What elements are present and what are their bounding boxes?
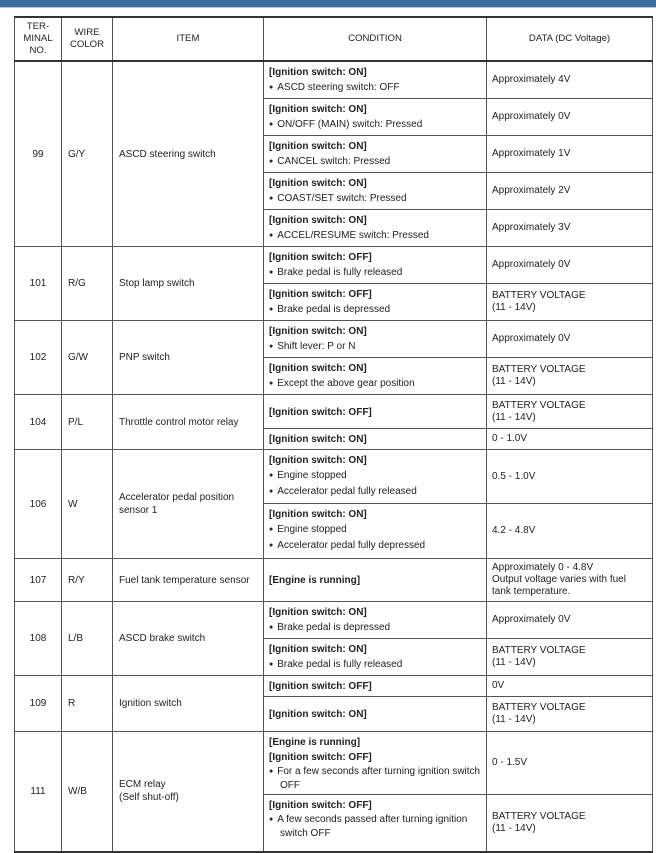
table-header-row xyxy=(15,17,653,61)
condition-cell xyxy=(264,321,487,358)
condition-bullet: ● Engine stopped xyxy=(269,468,482,484)
terminal-number: 99 xyxy=(15,61,62,247)
data-value-cell xyxy=(487,210,653,247)
data-value: 0 - 1.0V xyxy=(492,433,528,444)
condition-bullet: ● Except the above gear position xyxy=(269,376,482,392)
condition-cell xyxy=(264,61,487,99)
data-value-cell xyxy=(487,395,653,429)
table-row xyxy=(15,602,653,639)
condition-header: [Ignition switch: ON] xyxy=(269,644,367,655)
condition-bullet: ● CANCEL switch: Pressed xyxy=(269,154,482,170)
data-value: 0 - 1.5V xyxy=(492,757,528,768)
data-value-cell xyxy=(487,136,653,173)
data-value: 0V xyxy=(492,680,505,691)
data-value: BATTERY VOLTAGE xyxy=(492,290,586,301)
condition-cell xyxy=(264,639,487,676)
condition-header: [Ignition switch: ON] xyxy=(269,141,367,152)
data-value: Approximately 2V xyxy=(492,185,571,196)
item-name: ECM relay (Self shut-off) xyxy=(113,732,264,852)
condition-bullet: ● For a few seconds after turning ignition switch OFF xyxy=(269,765,482,792)
wire-color: L/B xyxy=(62,602,113,676)
data-value-cell xyxy=(487,284,653,321)
table-row xyxy=(15,450,653,504)
wire-color: G/Y xyxy=(62,61,113,247)
data-value-cell xyxy=(487,795,653,852)
data-value: (11 - 14V) xyxy=(492,822,536,834)
condition-header: [Ignition switch: ON] xyxy=(269,326,367,337)
header-terminal-no: TER- MINAL NO. xyxy=(15,17,62,61)
item-name: ASCD brake switch xyxy=(113,602,264,676)
item-name: ASCD steering switch xyxy=(113,61,264,247)
condition-cell xyxy=(264,504,487,559)
wire-color: P/L xyxy=(62,395,113,450)
data-value: BATTERY VOLTAGE xyxy=(492,645,586,656)
data-value-cell xyxy=(487,99,653,136)
condition-header: [Ignition switch: ON] xyxy=(269,607,367,618)
condition-cell xyxy=(264,395,487,429)
terminal-number: 111 xyxy=(15,732,62,852)
table-row xyxy=(15,559,653,602)
terminal-number: 108 xyxy=(15,602,62,676)
wire-color: R xyxy=(62,676,113,732)
data-value-cell xyxy=(487,676,653,697)
condition-header: [Ignition switch: OFF] xyxy=(269,681,372,692)
condition-cell xyxy=(264,284,487,321)
data-value: (11 - 14V) xyxy=(492,376,536,387)
condition-bullet: ● ACCEL/RESUME switch: Pressed xyxy=(269,228,482,244)
condition-cell xyxy=(264,697,487,732)
data-value: (11 - 14V) xyxy=(492,657,536,668)
item-name: Accelerator pedal position sensor 1 xyxy=(113,450,264,559)
header-data: DATA (DC Voltage) xyxy=(487,17,653,61)
data-value-cell xyxy=(487,247,653,284)
condition-header: [Ignition switch: OFF] xyxy=(269,289,372,300)
data-value-cell xyxy=(487,559,653,602)
data-value-cell xyxy=(487,173,653,210)
top-banner xyxy=(0,0,656,7)
item-name: PNP switch xyxy=(113,321,264,395)
condition-bullet: ● A few seconds passed after turning ignition switch OFF xyxy=(269,813,482,840)
condition-bullet: ● Brake pedal is depressed xyxy=(269,620,482,636)
data-value-cell xyxy=(487,504,653,559)
terminal-number: 101 xyxy=(15,247,62,321)
condition-header: [Ignition switch: ON] xyxy=(269,104,367,115)
condition-cell xyxy=(264,99,487,136)
condition-header: [Engine is running] [Ignition switch: OFF] xyxy=(269,737,372,763)
header-item: ITEM xyxy=(113,17,264,61)
table-body xyxy=(15,61,653,852)
wire-color: R/G xyxy=(62,247,113,321)
data-value-cell xyxy=(487,732,653,795)
terminal-number: 109 xyxy=(15,676,62,732)
condition-cell xyxy=(264,795,487,852)
item-name: Throttle control motor relay xyxy=(113,395,264,450)
condition-cell xyxy=(264,450,487,504)
header-condition: CONDITION xyxy=(264,17,487,61)
condition-cell xyxy=(264,358,487,395)
condition-header: [Engine is running] xyxy=(269,575,361,586)
condition-cell xyxy=(264,676,487,697)
table-row xyxy=(15,395,653,429)
data-value: Approximately 0V xyxy=(492,614,571,625)
data-value-cell xyxy=(487,602,653,639)
condition-cell xyxy=(264,136,487,173)
condition-header: [Ignition switch: ON] xyxy=(269,709,367,720)
condition-bullet: ● Brake pedal is depressed xyxy=(269,302,482,318)
data-value: BATTERY VOLTAGE xyxy=(492,702,586,713)
condition-bullet: ● ON/OFF (MAIN) switch: Pressed xyxy=(269,117,482,133)
data-value: (11 - 14V) xyxy=(492,714,536,725)
condition-header: [Ignition switch: ON] xyxy=(269,509,367,520)
table-row xyxy=(15,321,653,358)
item-name: Stop lamp switch xyxy=(113,247,264,321)
condition-header: [Ignition switch: OFF] xyxy=(269,406,372,418)
data-value-cell xyxy=(487,358,653,395)
condition-cell xyxy=(264,559,487,602)
data-value: Approximately 3V xyxy=(492,222,571,233)
item-name: Fuel tank temperature sensor xyxy=(113,559,264,602)
data-value: BATTERY VOLTAGE xyxy=(492,810,586,822)
data-value: (11 - 14V) xyxy=(492,411,536,423)
data-value: BATTERY VOLTAGE xyxy=(492,364,586,375)
data-value: Approximately 0 - 4.8V xyxy=(492,562,594,573)
condition-cell xyxy=(264,173,487,210)
condition-cell xyxy=(264,210,487,247)
condition-bullet: ● COAST/SET switch: Pressed xyxy=(269,191,482,207)
wire-color: G/W xyxy=(62,321,113,395)
wire-color: R/Y xyxy=(62,559,113,602)
condition-header: [Ignition switch: ON] xyxy=(269,215,367,226)
condition-bullet: ● Accelerator pedal fully released xyxy=(269,484,482,500)
terminal-number: 106 xyxy=(15,450,62,559)
header-wire-color: WIRE COLOR xyxy=(62,17,113,61)
condition-header: [Ignition switch: ON] xyxy=(269,434,367,445)
terminal-number: 107 xyxy=(15,559,62,602)
data-value: 4.2 - 4.8V xyxy=(492,525,536,536)
wire-color: W xyxy=(62,450,113,559)
condition-bullet: ● Brake pedal is fully released xyxy=(269,265,482,281)
wire-color: W/B xyxy=(62,732,113,852)
condition-cell xyxy=(264,732,487,795)
data-value: Approximately 0V xyxy=(492,333,571,344)
condition-bullet: ● Shift lever: P or N xyxy=(269,339,482,355)
condition-header: [Ignition switch: OFF] xyxy=(269,252,372,263)
terminal-number: 104 xyxy=(15,395,62,450)
condition-header: [Ignition switch: OFF] xyxy=(269,800,372,811)
condition-bullet: ● Engine stopped xyxy=(269,522,482,538)
table-row xyxy=(15,676,653,697)
terminal-number: 102 xyxy=(15,321,62,395)
data-value-cell xyxy=(487,450,653,504)
condition-header: [Ignition switch: ON] xyxy=(269,178,367,189)
data-value: Approximately 0V xyxy=(492,259,571,270)
table-row xyxy=(15,247,653,284)
data-value-cell xyxy=(487,321,653,358)
condition-cell xyxy=(264,247,487,284)
condition-header: [Ignition switch: ON] xyxy=(269,67,367,78)
condition-bullet: ● Brake pedal is fully released xyxy=(269,657,482,673)
condition-bullet: ● Accelerator pedal fully depressed xyxy=(269,538,482,554)
data-value-cell xyxy=(487,61,653,99)
item-name: Ignition switch xyxy=(113,676,264,732)
ecm-terminal-table xyxy=(14,16,653,853)
top-banner-line xyxy=(0,7,656,8)
table-row xyxy=(15,732,653,795)
data-value: Output voltage varies with fuel tank temperature. xyxy=(492,574,626,597)
data-value: Approximately 1V xyxy=(492,148,571,159)
table-row xyxy=(15,61,653,99)
data-value-cell xyxy=(487,697,653,732)
data-value: Approximately 4V xyxy=(492,74,571,85)
data-value: (11 - 14V) xyxy=(492,302,536,313)
data-value: 0.5 - 1.0V xyxy=(492,470,536,482)
data-value: Approximately 0V xyxy=(492,111,571,122)
data-value-cell xyxy=(487,639,653,676)
condition-cell xyxy=(264,429,487,450)
condition-cell xyxy=(264,602,487,639)
condition-header: [Ignition switch: ON] xyxy=(269,363,367,374)
condition-bullet: ● ASCD steering switch: OFF xyxy=(269,80,482,96)
data-value: BATTERY VOLTAGE xyxy=(492,399,586,411)
condition-header: [Ignition switch: ON] xyxy=(269,455,367,466)
data-value-cell xyxy=(487,429,653,450)
